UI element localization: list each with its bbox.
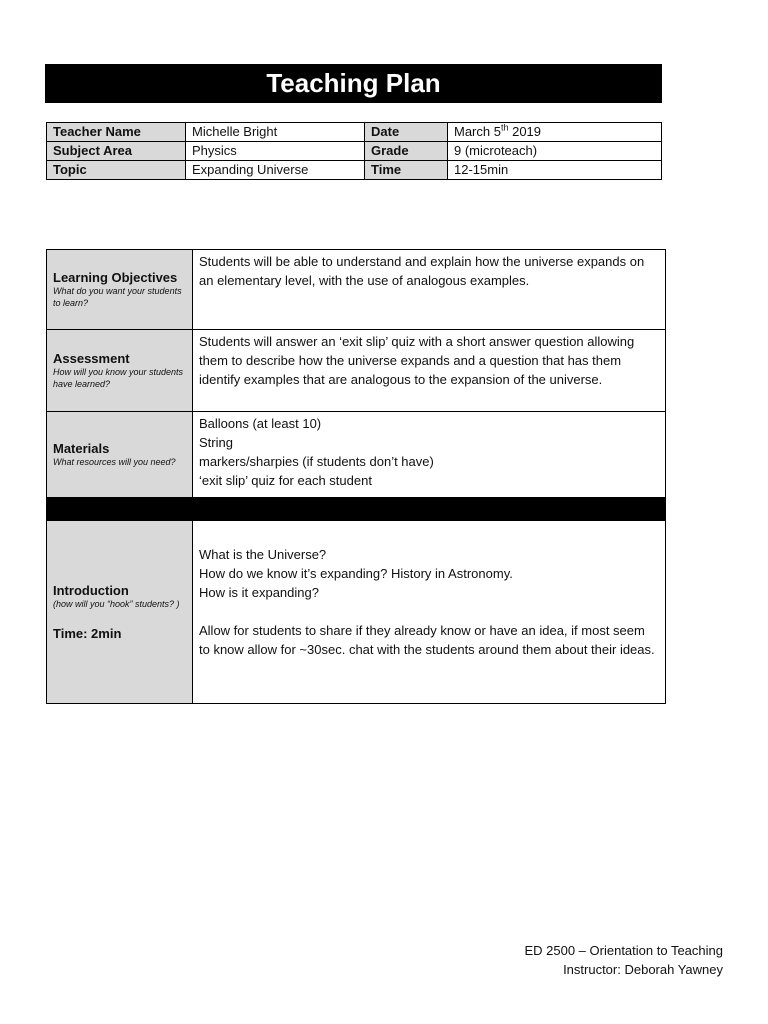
- assessment-content: Students will answer an ‘exit slip’ quiz with a short answer question allowing them to describe how the universe expands and a question that has them identify examples that are analogous to the expansion of the universe.: [193, 330, 666, 412]
- section-divider: [47, 498, 666, 521]
- subject-area-label: Subject Area: [47, 142, 186, 161]
- objectives-label-cell: [47, 250, 193, 330]
- assessment-label-cell: [47, 330, 193, 412]
- introduction-spacer: [199, 602, 659, 621]
- time-value: 12-15min: [448, 161, 662, 180]
- introduction-line: How is it expanding?: [199, 585, 319, 600]
- topic-value: Expanding Universe: [186, 161, 365, 180]
- materials-subtitle: What resources will you need?: [53, 457, 176, 467]
- date-value-year: 2019: [508, 124, 542, 139]
- section-divider-bar: [47, 498, 666, 521]
- info-row-subject: [47, 142, 662, 161]
- materials-item: Balloons (at least 10): [199, 416, 322, 431]
- introduction-line: What is the Universe?: [199, 547, 327, 562]
- info-row-teacher: [47, 123, 662, 142]
- footer-course: ED 2500 – Orientation to Teaching: [524, 943, 723, 958]
- introduction-label-cell: [47, 521, 193, 704]
- materials-content: [193, 412, 666, 498]
- introduction-paragraph: Allow for students to share if they already know or have an idea, if most seem to know allow for ~30sec. chat with the students around them about their ideas.: [199, 623, 655, 657]
- assessment-title: Assessment: [53, 351, 130, 366]
- introduction-title: Introduction: [53, 583, 129, 598]
- plan-row-assessment: [47, 330, 666, 412]
- teacher-name-value: Michelle Bright: [186, 123, 365, 142]
- materials-label-cell: [47, 412, 193, 498]
- date-label: Date: [365, 123, 448, 142]
- time-label: Time: [365, 161, 448, 180]
- plan-row-introduction: [47, 521, 666, 704]
- objectives-content: Students will be able to understand and explain how the universe expands on an elementary level, with the use of analogous examples.: [193, 250, 666, 330]
- date-value-sup: th: [500, 122, 509, 133]
- objectives-title: Learning Objectives: [53, 270, 178, 285]
- introduction-subtitle: (how will you “hook” students? ): [53, 599, 180, 609]
- materials-title: Materials: [53, 441, 110, 456]
- introduction-line: How do we know it’s expanding? History in Astronomy.: [199, 566, 513, 581]
- teacher-name-label: Teacher Name: [47, 123, 186, 142]
- date-value: [448, 123, 662, 142]
- introduction-time: Time: 2min: [53, 626, 122, 641]
- topic-label: Topic: [47, 161, 186, 180]
- objectives-subtitle: What do you want your students to learn?: [53, 286, 182, 308]
- introduction-content: [193, 521, 666, 704]
- footer-instructor: Instructor: Deborah Yawney: [563, 962, 723, 977]
- plan-row-materials: [47, 412, 666, 498]
- assessment-subtitle: How will you know your students have learned?: [53, 367, 184, 389]
- plan-row-objectives: [47, 250, 666, 330]
- date-value-main: March 5: [454, 124, 501, 139]
- grade-value: 9 (microteach): [448, 142, 662, 161]
- subject-area-value: Physics: [186, 142, 365, 161]
- materials-item: markers/sharpies (if students don’t have): [199, 454, 434, 469]
- materials-item: ‘exit slip’ quiz for each student: [199, 473, 372, 488]
- grade-label: Grade: [365, 142, 448, 161]
- info-row-topic: [47, 161, 662, 180]
- plan-table: [46, 249, 666, 704]
- info-table: [46, 122, 662, 180]
- page-title: Teaching Plan: [45, 64, 662, 103]
- footer: [524, 941, 723, 979]
- materials-item: String: [199, 435, 233, 450]
